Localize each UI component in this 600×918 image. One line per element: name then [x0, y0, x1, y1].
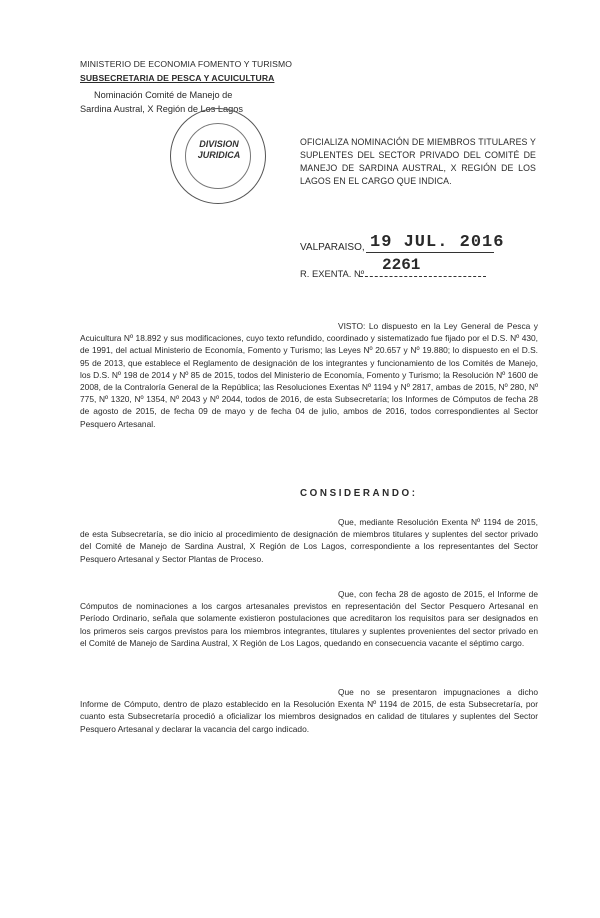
date-underline: [366, 252, 494, 253]
resolution-number: 2261: [382, 256, 421, 274]
nomination-line-2: Sardina Austral, X Región de Los Lagos: [80, 104, 243, 114]
subsecretaria-name: SUBSECRETARIA DE PESCA Y ACUICULTURA: [80, 73, 275, 83]
visto-paragraph: VISTO: Lo dispuesto en la Ley General de Pesca y Acuicultura Nº 18.892 y sus modificaciones, cuyo texto refundido, coordinado y sistematizado fue fijado por el D.S. Nº 430, de 1991, del actual Ministerio de Economía, Fomento y Turismo; las Leyes Nº 20.657 y Nº 19.880; lo dispuesto en el D.S. 95 de 2013, que establece el Reglamento de designación de los integrantes y funcionamiento de los Comités de Manejo, los D.S. Nº 198 de 2014 y Nº 85 de 2015, todos del Ministerio de Economía, Fomento y Turismo; la Resolución Nº 1600 de 2008, de la Contraloría General de la República; las Resoluciones Exentas Nº 1194 y Nº 2817, ambas de 2015, Nº 280, Nº 775, Nº 1320, Nº 1354, Nº 2043 y Nº 2044, todos de 2016, de esta Subsecretaría; los Informes de Cómputos de fecha 28 de agosto de 2015, de fecha 09 de mayo y de fecha 04 de julio, ambos de 2016, todos correspondientes al Sector Pesquero Artesanal.: [80, 321, 538, 429]
place-label: VALPARAISO,: [300, 242, 365, 253]
resolution-underline: [360, 276, 486, 277]
considerando-paragraph-2: Que, con fecha 28 de agosto de 2015, el Informe de Cómputos de nominaciones a los cargos artesanales previstos en representación del Sector Pesquero Artesanal en Período Ordinario, señala que solamente existieron postulaciones que acreditaron los requisitos para ser designados en los primeros seis cargos previstos para los miembros integrantes, titulares y suplentes provenientes del sector privado en el Comité de Manejo de Sardina Austral, X Región de Los Lagos, quedando en consecuencia vacante el séptimo cargo.: [80, 589, 538, 648]
division-juridica-stamp: [170, 108, 266, 204]
considerando-paragraph-3: Que no se presentaron impugnaciones a dicho Informe de Cómputo, dentro de plazo establecido en la Resolución Exenta Nº 1194 de 2015, de esta Subsecretaría, por cuanto esta Subsecretaría procedió a oficializar los miembros designados en calidad de titulares y suplentes del Sector Pesquero Artesanal y declarar la vacancia del cargo indicado.: [80, 687, 538, 734]
ministry-name: MINISTERIO DE ECONOMIA FOMENTO Y TURISMO: [80, 59, 293, 69]
resolution-summary: OFICIALIZA NOMINACIÓN DE MIEMBROS TITULARES Y SUPLENTES DEL SECTOR PRIVADO DEL COMITÉ DE MANEJO DE SARDINA AUSTRAL, X REGIÓN DE LOS LAGOS EN EL CARGO QUE INDICA.: [300, 137, 536, 186]
resolution-date: 19 JUL. 2016: [370, 233, 505, 252]
stamp-center-text: [171, 139, 267, 161]
nomination-line-1: Nominación Comité de Manejo de: [94, 90, 233, 100]
resolution-label: R. EXENTA. Nº: [300, 268, 365, 279]
stamp-line-2: JURIDICA: [197, 150, 241, 160]
considerando-paragraph-1: Que, mediante Resolución Exenta Nº 1194 de 2015, de esta Subsecretaría, se dio inicio al procedimiento de designación de miembros titulares y suplentes del sector privado del Comité de Manejo de Sardina Austral, X Región de Los Lagos, correspondiente a los representantes del Sector Pesquero Artesanal y Sector Plantas de Proceso.: [80, 517, 538, 564]
considerando-heading: CONSIDERANDO:: [300, 488, 418, 499]
stamp-line-1: DIVISION: [199, 139, 239, 149]
